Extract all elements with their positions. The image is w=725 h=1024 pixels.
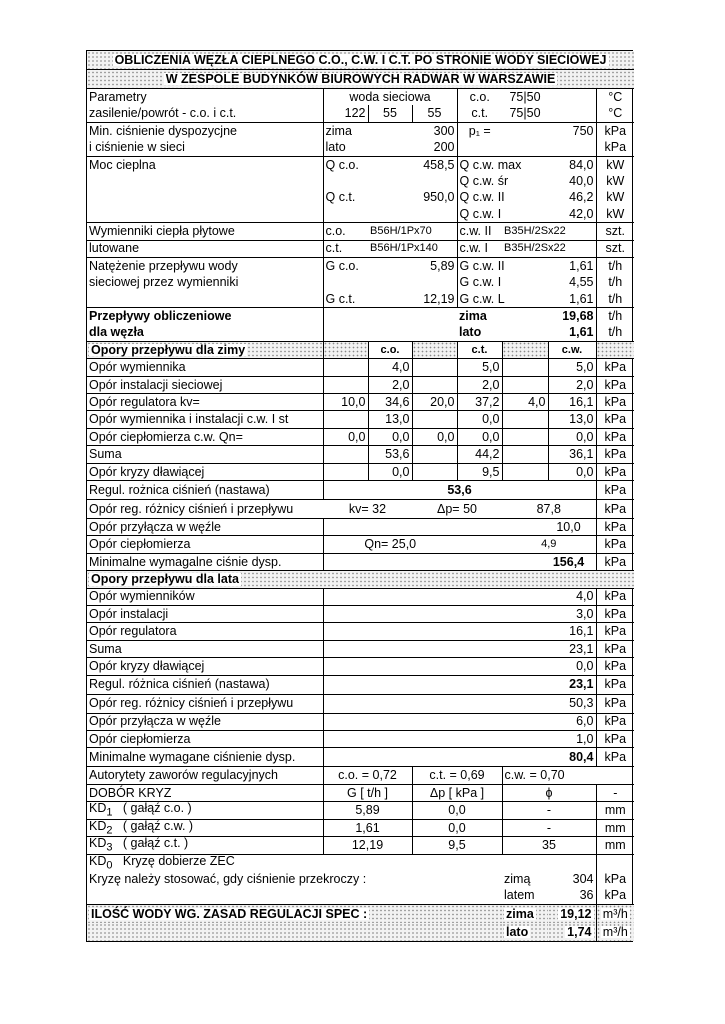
gcw-l-label: G c.w. L: [457, 291, 548, 308]
title-line-1: OBLICZENIA WĘZŁA CIEPLNEGO C.O., C.W. I C.T. PO STRONIE WODY SIECIOWEJ: [87, 51, 634, 70]
calc-flow-lato-value: 1,61: [569, 325, 594, 340]
winter-b: 53,6: [368, 446, 412, 463]
gcw-ii-label: G c.w. II: [457, 257, 548, 274]
kryza-dp: 9,5: [412, 837, 502, 855]
power-row-3: [87, 189, 634, 205]
winter-row: [87, 359, 634, 376]
winter-reg-value: 53,6: [323, 480, 596, 499]
col-ct: c.t.: [457, 341, 502, 358]
calc-flow-unit-2: t/h: [596, 324, 634, 341]
winter-f: 0,0: [548, 463, 596, 480]
col-co: c.o.: [368, 341, 412, 358]
summer-row-value: 4,0: [323, 588, 596, 605]
kryza-phi: 35: [502, 837, 596, 855]
water-row-2: [87, 923, 634, 941]
winter-c: [412, 359, 457, 376]
winter-b: 13,0: [368, 411, 412, 428]
winter-row: [87, 411, 634, 428]
summer-row-value: 1,0: [323, 730, 596, 747]
winter-cm-qn: Qn= 25,0: [323, 536, 457, 553]
summer-row: [87, 623, 634, 640]
winter-opr-value: 87,8: [536, 501, 561, 516]
qco-value: 458,5: [423, 157, 455, 172]
exchanger-cw-ii: c.w. II: [457, 223, 502, 240]
calculation-table: [87, 51, 634, 941]
winter-d: 0,0: [457, 411, 502, 428]
winter-opr-dp: Δp= 50: [437, 501, 477, 516]
zec-note: Kryzę należy stosować, gdy ciśnienie przekroczy :: [89, 872, 367, 886]
winter-f: 13,0: [548, 411, 596, 428]
calculation-sheet: [86, 50, 633, 942]
zec-row-3: [87, 887, 634, 904]
kryza-row: [87, 837, 634, 855]
calc-flow-zima-value: 19,68: [562, 309, 594, 324]
exchanger-ct-type: B56H/1Px140: [370, 242, 438, 255]
power-row-1: [87, 156, 634, 173]
qcw-sr-value: 40,0: [569, 173, 594, 188]
col-cw: c.w.: [548, 341, 596, 358]
temp-w3: 55: [412, 105, 457, 122]
summer-row: [87, 605, 634, 622]
zec-lato-unit: kPa: [596, 887, 634, 904]
zec-zima-value: 304: [572, 872, 594, 886]
summer-min-value: 80,4: [323, 748, 596, 767]
water-lato-value: 1,74: [548, 923, 596, 941]
winter-c: [412, 411, 457, 428]
flow-row-3: [87, 291, 634, 308]
params-row-1: [87, 89, 634, 106]
gct-value: 12,19: [423, 291, 455, 306]
winter-unit: kPa: [596, 411, 634, 428]
winter-e: 4,0: [502, 394, 548, 411]
calc-flow-row-2: [87, 324, 634, 341]
kryza-unit: mm: [596, 802, 634, 820]
co-temps: 75|50: [509, 89, 541, 104]
winter-e: [502, 359, 548, 376]
co-label: c.o.: [457, 89, 502, 106]
exchanger-unit: szt.: [596, 223, 634, 240]
kryza-row: [87, 819, 634, 837]
winter-d: 37,2: [457, 394, 502, 411]
winter-f: 16,1: [548, 394, 596, 411]
winter-e: [502, 428, 548, 445]
summer-row-value: 3,0: [323, 605, 596, 622]
authority-ct: c.t. = 0,69: [412, 767, 502, 784]
winter-d: 2,0: [457, 376, 502, 393]
kryza-label: $KD_3$ ( gałąź c.t. ): [89, 836, 189, 854]
winter-f: 36,1: [548, 446, 596, 463]
pressure-lato-value: 200: [433, 140, 455, 155]
ct-label: c.t.: [457, 105, 502, 122]
authority-label: Autorytety zaworów regulacyjnych: [89, 768, 278, 783]
winter-row-label: Suma: [89, 447, 122, 462]
calc-flow-unit: t/h: [596, 308, 634, 325]
kryza-g: 12,19: [323, 837, 412, 855]
winter-row: [87, 463, 634, 480]
winter-przy-value: 10,0: [323, 518, 596, 535]
summer-row: [87, 730, 634, 747]
summer-row-label: Suma: [89, 641, 122, 656]
summer-row: [87, 588, 634, 605]
p1-label: p₁ =: [457, 122, 502, 139]
summer-row-value: 50,3: [323, 694, 596, 713]
power-label: Moc cieplna: [89, 157, 156, 172]
winter-d: 0,0: [457, 428, 502, 445]
exchanger-cw-ii-type: B35H/2Sx22: [504, 224, 566, 237]
summer-row-unit: kPa: [596, 640, 634, 657]
kryza-unit: mm: [596, 819, 634, 837]
winter-f: 2,0: [548, 376, 596, 393]
winter-reg-unit: kPa: [596, 480, 634, 499]
pressure-lato: lato: [323, 139, 368, 156]
summer-row-unit: kPa: [596, 605, 634, 622]
params-row-2: [87, 105, 634, 122]
power-unit: kW: [596, 189, 634, 205]
winter-a: [323, 411, 368, 428]
summer-row-label: Opór regulatora: [89, 624, 177, 639]
power-unit: kW: [596, 173, 634, 189]
gco-value: 5,89: [430, 258, 455, 273]
calc-flow-zima: zima: [459, 309, 487, 324]
calc-flow-label-2: dla węzła: [89, 325, 144, 340]
summer-row-unit: kPa: [596, 713, 634, 730]
winter-c: 20,0: [412, 394, 457, 411]
summer-row-unit: kPa: [596, 588, 634, 605]
kryza-dp: 0,0: [412, 819, 502, 837]
zec-row-2: [87, 871, 634, 887]
water-unit-2: m³/h: [596, 923, 634, 941]
winter-cm-row: [87, 536, 634, 553]
winter-unit: kPa: [596, 463, 634, 480]
winter-unit: kPa: [596, 446, 634, 463]
summer-row-unit: kPa: [596, 623, 634, 640]
winter-header-row: [87, 341, 634, 358]
water-row-1: [87, 904, 634, 923]
pressure-label: Min. ciśnienie dyspozycjne: [89, 123, 237, 138]
pressure-unit-2: kPa: [596, 139, 634, 156]
winter-unit: kPa: [596, 394, 634, 411]
exchanger-row-2: [87, 240, 634, 257]
winter-opr-kv: kv= 32: [348, 501, 387, 516]
gcw-i-label: G c.w. I: [457, 274, 548, 290]
kryza-label: $KD_1$ ( gałąź c.o. ): [89, 801, 192, 819]
winter-b: 0,0: [368, 428, 412, 445]
winter-c: [412, 446, 457, 463]
winter-d: 5,0: [457, 359, 502, 376]
exchanger-unit-2: szt.: [596, 240, 634, 257]
kryzy-dp-header: Δp [ kPa ]: [412, 784, 502, 801]
summer-row: [87, 713, 634, 730]
winter-e: [502, 411, 548, 428]
temp-w2: 55: [368, 105, 412, 122]
pressure-zima: zima: [323, 122, 368, 139]
qcw-i-label: Q c.w. I: [457, 206, 548, 223]
qco-label: Q c.o.: [323, 156, 368, 173]
pressure-unit: kPa: [596, 122, 634, 139]
kryzy-label: DOBÓR KRYZ: [89, 785, 172, 800]
water-unit: m³/h: [596, 904, 634, 923]
winter-row: [87, 446, 634, 463]
winter-row: [87, 428, 634, 445]
flow-unit: t/h: [596, 274, 634, 290]
title-line-2: W ZESPOLE BUDYNKÓW BIUROWYCH RADWAR W WARSZAWIE: [87, 70, 634, 89]
winter-b: 4,0: [368, 359, 412, 376]
winter-cm-label: Opór ciepłomierza: [89, 537, 191, 552]
winter-c: [412, 376, 457, 393]
summer-row-value: 0,0: [323, 658, 596, 675]
exchanger-cw-i-type: B35H/2Sx22: [504, 242, 566, 255]
flow-label-2: sieciowej przez wymienniki: [89, 275, 239, 290]
exchangers-label: Wymienniki ciepła płytowe: [89, 224, 235, 239]
kryza-phi: -: [502, 802, 596, 820]
pressure-label-2: i ciśnienie w sieci: [89, 140, 185, 155]
winter-e: [502, 463, 548, 480]
gcw-ii-value: 1,61: [569, 258, 594, 273]
winter-reg-row: [87, 480, 634, 499]
summer-reg-unit: kPa: [596, 675, 634, 694]
winter-przy-label: Opór przyłącza w węźle: [89, 519, 221, 534]
exchanger-co-type: B56H/1Px70: [370, 224, 432, 237]
summer-min-unit: kPa: [596, 748, 634, 767]
winter-row-label: Opór regulatora kv=: [89, 394, 200, 409]
summer-reg-label: Regul. różnica ciśnień (nastawa): [89, 677, 270, 692]
summer-row-label: Opór przyłącza w węźle: [89, 714, 221, 729]
winter-reg-label: Regul. rożnica ciśnień (nastawa): [89, 482, 270, 497]
winter-f: 5,0: [548, 359, 596, 376]
kryzy-header-row: [87, 784, 634, 801]
power-unit: kW: [596, 206, 634, 223]
zec-zima: zimą: [504, 872, 531, 886]
winter-a: [323, 463, 368, 480]
kryzy-phi-header: ϕ: [502, 784, 596, 801]
flow-unit: t/h: [596, 291, 634, 308]
summer-row-label: Opór wymienników: [89, 589, 195, 604]
p1-value: 750: [572, 123, 594, 138]
flow-row-2: [87, 274, 634, 290]
winter-opr-label: Opór reg. różnicy ciśnień i przepływu: [89, 501, 294, 516]
winter-row-label: Opór wymiennika i instalacji c.w. I st: [89, 412, 289, 427]
power-row-4: [87, 206, 634, 223]
ct-temps: 75|50: [509, 106, 541, 121]
summer-header: Opory przepływu dla lata: [87, 571, 634, 588]
water-lato: lato: [502, 923, 548, 941]
winter-row-label: Opór ciepłomierza c.w. Qn=: [89, 429, 243, 444]
winter-min-row: [87, 553, 634, 570]
water-zima-value: 19,12: [548, 904, 596, 923]
qcw-max-value: 84,0: [569, 157, 594, 172]
calc-flow-label: Przepływy obliczeniowe: [89, 309, 232, 324]
winter-unit: kPa: [596, 376, 634, 393]
kryza-phi: -: [502, 819, 596, 837]
summer-row-value: 6,0: [323, 713, 596, 730]
summer-row-unit: kPa: [596, 730, 634, 747]
winter-row-label: Opór wymiennika: [89, 360, 186, 375]
kryza-g: 5,89: [323, 802, 412, 820]
gcw-l-value: 1,61: [569, 291, 594, 306]
power-row-2: [87, 173, 634, 189]
summer-row: [87, 694, 634, 713]
summer-row-value: 16,1: [323, 623, 596, 640]
exchanger-ct: c.t.: [323, 240, 368, 257]
exchanger-co: c.o.: [323, 223, 368, 240]
summer-reg-row: [87, 675, 634, 694]
authority-co: c.o. = 0,72: [323, 767, 412, 784]
winter-a: [323, 446, 368, 463]
winter-c: [412, 463, 457, 480]
summer-min-row: [87, 748, 634, 767]
zec-label: $KD_0$ Kryzę dobierze ZEC: [89, 854, 235, 872]
winter-min-value: 156,4: [323, 553, 596, 570]
winter-przy-unit: kPa: [596, 518, 634, 535]
winter-e: [502, 376, 548, 393]
flow-label: Natężenie przepływu wody: [89, 258, 238, 273]
qcw-i-value: 42,0: [569, 206, 594, 221]
kryza-g: 1,61: [323, 819, 412, 837]
authority-row: [87, 767, 634, 784]
winter-f: 0,0: [548, 428, 596, 445]
authority-cw: c.w. = 0,70: [502, 767, 634, 784]
winter-header: Opory przepływu dla zimy: [87, 341, 323, 358]
winter-a: [323, 376, 368, 393]
qcw-max-label: Q c.w. max: [457, 156, 548, 173]
summer-row-label: Opór ciepłomierza: [89, 731, 191, 746]
kryzy-g-header: G [ t/h ]: [323, 784, 412, 801]
pressure-row-2: [87, 139, 634, 156]
winter-min-label: Minimalne wymagalne ciśnie dysp.: [89, 554, 282, 569]
gcw-i-value: 4,55: [569, 275, 594, 290]
winter-a: 0,0: [323, 428, 368, 445]
winter-row: [87, 376, 634, 393]
woda-sieciowa: woda sieciowa: [323, 89, 457, 106]
zec-lato: latem: [504, 888, 535, 903]
winter-row: [87, 394, 634, 411]
water-zima: zima: [502, 904, 548, 923]
qct-value: 950,0: [423, 190, 455, 205]
winter-b: 0,0: [368, 463, 412, 480]
exchangers-label-2: lutowane: [89, 241, 140, 256]
qcw-ii-value: 46,2: [569, 190, 594, 205]
qcw-sr-label: Q c.w. śr: [457, 173, 548, 189]
zec-lato-value: 36: [579, 888, 594, 903]
summer-reg-value: 23,1: [323, 675, 596, 694]
temp-w1: 122: [323, 105, 368, 122]
pressure-zima-value: 300: [433, 123, 455, 138]
zasilenie-label: zasilenie/powrót - c.o. i c.t.: [89, 106, 237, 121]
summer-row-unit: kPa: [596, 694, 634, 713]
winter-a: 10,0: [323, 394, 368, 411]
winter-unit: kPa: [596, 359, 634, 376]
qct-label: Q c.t.: [323, 189, 368, 205]
summer-header-row: [87, 571, 634, 588]
winter-row-label: Opór kryzy dławiącej: [89, 464, 205, 479]
power-unit: kW: [596, 156, 634, 173]
exchanger-cw-i: c.w. I: [457, 240, 502, 257]
gct-label: G c.t.: [323, 291, 368, 308]
water-label: ILOŚĆ WODY WG. ZASAD REGULACJI SPEC :: [87, 904, 502, 923]
winter-row-label: Opór instalacji sieciowej: [89, 377, 223, 392]
summer-row-label: Opór kryzy dławiącej: [89, 659, 205, 674]
summer-row: [87, 640, 634, 657]
qcw-ii-label: Q c.w. II: [457, 189, 548, 205]
pressure-row-1: [87, 122, 634, 139]
winter-opr-row: [87, 499, 634, 518]
winter-min-unit: kPa: [596, 553, 634, 570]
winter-cm-value: 4,9: [541, 538, 557, 551]
summer-row-label: Opór instalacji: [89, 606, 169, 621]
winter-d: 44,2: [457, 446, 502, 463]
winter-d: 9,5: [457, 463, 502, 480]
winter-unit: kPa: [596, 428, 634, 445]
summer-row: [87, 658, 634, 675]
summer-min-label: Minimalne wymagane ciśnienie dysp.: [89, 750, 296, 765]
flow-row-1: [87, 257, 634, 274]
unit-celsius: °C: [596, 89, 634, 106]
flow-unit: t/h: [596, 257, 634, 274]
calc-flow-row-1: [87, 308, 634, 325]
calc-flow-lato: lato: [459, 325, 482, 340]
kryza-row: [87, 802, 634, 820]
summer-row-unit: kPa: [596, 658, 634, 675]
winter-c: 0,0: [412, 428, 457, 445]
winter-opr-unit: kPa: [596, 499, 634, 518]
zec-row-1: [87, 854, 634, 871]
summer-row-value: 23,1: [323, 640, 596, 657]
params-label: Parametry: [89, 89, 147, 104]
kryza-dp: 0,0: [412, 802, 502, 820]
winter-przy-row: [87, 518, 634, 535]
winter-cm-unit: kPa: [596, 536, 634, 553]
kryza-label: $KD_2$ ( gałąź c.w. ): [89, 819, 194, 837]
exchanger-row-1: [87, 223, 634, 240]
zec-zima-unit: kPa: [596, 871, 634, 887]
summer-row-label: Opór reg. różnicy ciśnień i przepływu: [89, 696, 294, 711]
winter-b: 34,6: [368, 394, 412, 411]
kryza-unit: mm: [596, 837, 634, 855]
gco-label: G c.o.: [323, 257, 368, 274]
winter-b: 2,0: [368, 376, 412, 393]
winter-a: [323, 359, 368, 376]
winter-e: [502, 446, 548, 463]
kryzy-unit-header: -: [596, 784, 634, 801]
unit-celsius-2: °C: [596, 105, 634, 122]
